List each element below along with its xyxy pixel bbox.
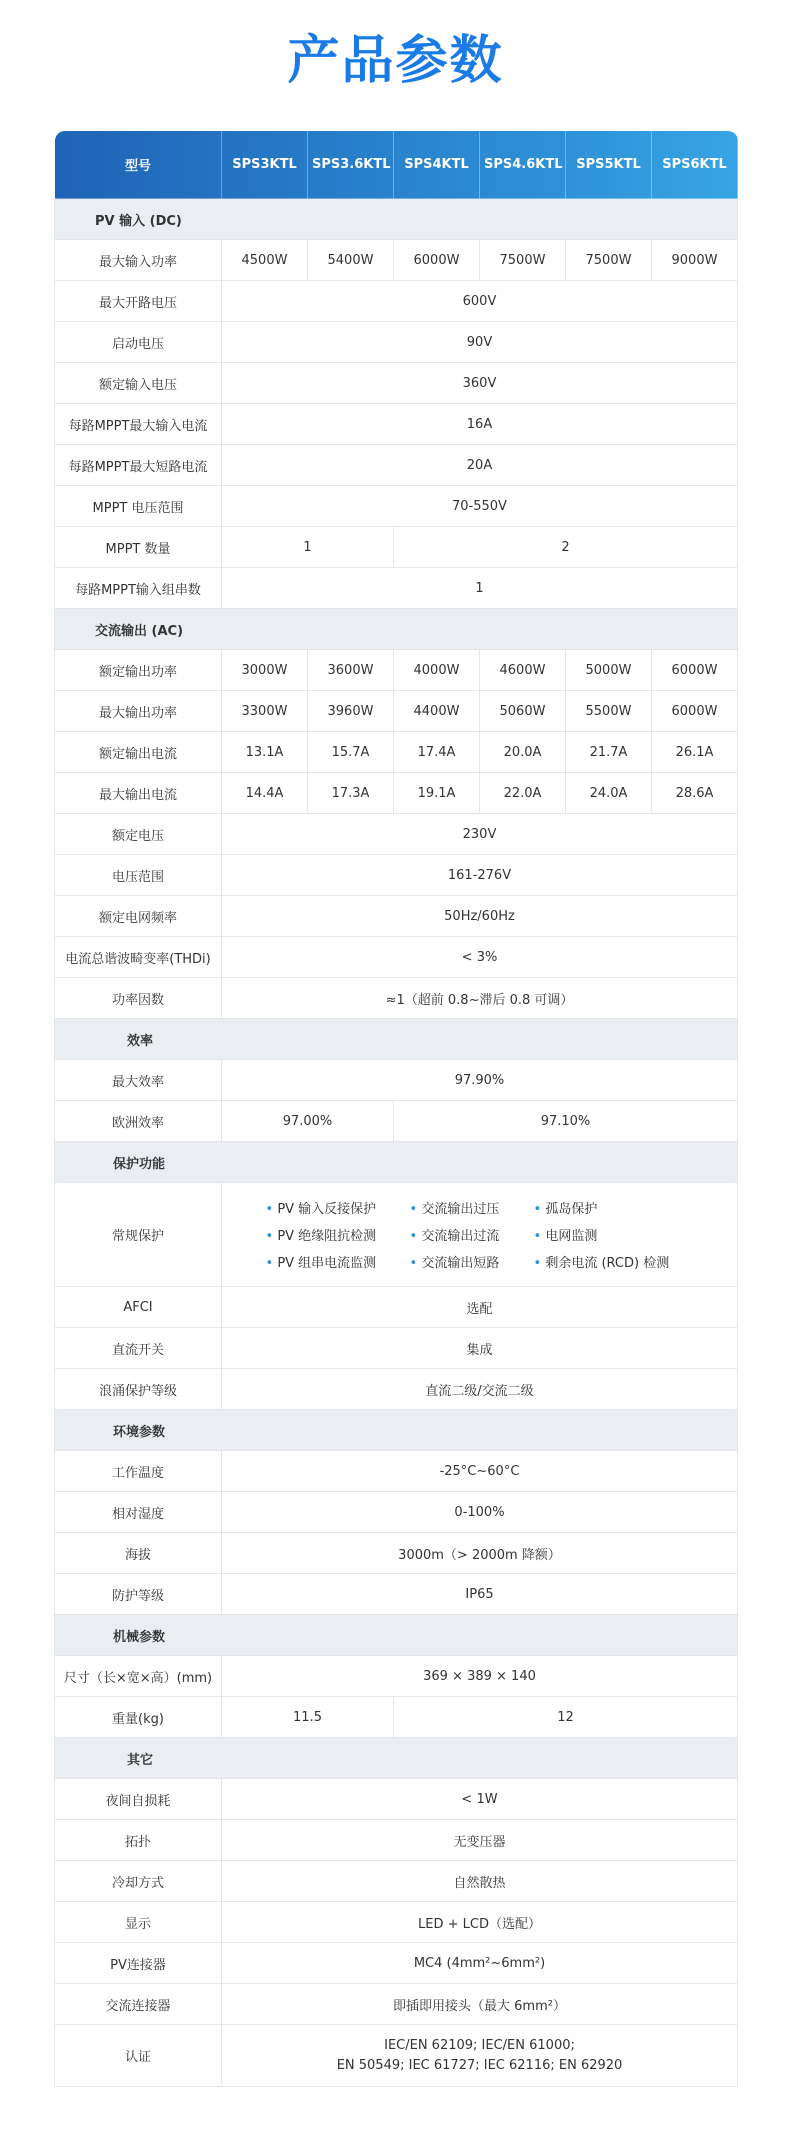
cell-value: 5000W (566, 650, 652, 691)
section-title: PV 输入 (DC) (55, 199, 738, 240)
table-row (55, 568, 738, 609)
cell-value: 19.1A (394, 773, 480, 814)
table-row (55, 1533, 738, 1574)
table-row (55, 1183, 738, 1287)
table-row (55, 1902, 738, 1943)
table-row (55, 281, 738, 322)
row-label: 每路MPPT输入组串数 (55, 568, 222, 609)
row-label: 每路MPPT最大短路电流 (55, 445, 222, 486)
cell-value: 直流二级/交流二级 (222, 1369, 738, 1410)
row-label: 额定输出电流 (55, 732, 222, 773)
section-row (55, 199, 738, 240)
header-model: SPS5KTL (566, 131, 652, 199)
table-row (55, 1287, 738, 1328)
row-label: 相对湿度 (55, 1492, 222, 1533)
table-row (55, 896, 738, 937)
row-label: MPPT 电压范围 (55, 486, 222, 527)
table-row (55, 1656, 738, 1697)
table-row (55, 650, 738, 691)
table-row (55, 773, 738, 814)
row-label: 防护等级 (55, 1574, 222, 1615)
cell-value: 230V (222, 814, 738, 855)
table-row (55, 1861, 738, 1902)
section-title: 效率 (55, 1019, 738, 1060)
cell-value: IP65 (222, 1574, 738, 1615)
row-label: 最大输入功率 (55, 240, 222, 281)
row-label: 常规保护 (55, 1183, 222, 1287)
cell-value: 4400W (394, 691, 480, 732)
cell-value: 13.1A (222, 732, 308, 773)
cell-value: 5060W (480, 691, 566, 732)
row-label: 交流连接器 (55, 1984, 222, 2025)
row-label: 欧洲效率 (55, 1101, 222, 1142)
cell-value: 无变压器 (222, 1820, 738, 1861)
cell-value: 17.4A (394, 732, 480, 773)
header-model: SPS3.6KTL (308, 131, 394, 199)
cell-value: 7500W (480, 240, 566, 281)
cell-value: 11.5 (222, 1697, 394, 1738)
table-row (55, 486, 738, 527)
cell-value: 6000W (394, 240, 480, 281)
table-row (55, 814, 738, 855)
cell-value: 24.0A (566, 773, 652, 814)
cell-value: 3300W (222, 691, 308, 732)
cell-value: 97.00% (222, 1101, 394, 1142)
row-label: 电压范围 (55, 855, 222, 896)
section-row (55, 609, 738, 650)
spec-table (54, 130, 738, 2087)
cell-value: 17.3A (308, 773, 394, 814)
cell-value: MC4 (4mm²~6mm²) (222, 1943, 738, 1984)
row-label: 夜间自损耗 (55, 1779, 222, 1820)
table-row (55, 732, 738, 773)
cell-value: 360V (222, 363, 738, 404)
header-model: SPS3KTL (222, 131, 308, 199)
cell-value: < 1W (222, 1779, 738, 1820)
table-row (55, 1574, 738, 1615)
cell-value: 9000W (652, 240, 738, 281)
row-label: 海拔 (55, 1533, 222, 1574)
section-row (55, 1410, 738, 1451)
protection-item: • 电网监测 (534, 1225, 694, 1244)
cell-value: 90V (222, 322, 738, 363)
protection-item: • 交流输出短路 (410, 1252, 534, 1271)
protection-item: • 交流输出过压 (410, 1198, 534, 1217)
section-row (55, 1019, 738, 1060)
table-row (55, 1451, 738, 1492)
table-row (55, 363, 738, 404)
row-label: PV连接器 (55, 1943, 222, 1984)
table-row (55, 1697, 738, 1738)
row-label: 拓扑 (55, 1820, 222, 1861)
row-label: AFCI (55, 1287, 222, 1328)
section-row (55, 1615, 738, 1656)
row-label: 重量(kg) (55, 1697, 222, 1738)
cell-value: 4600W (480, 650, 566, 691)
cell-value: 5400W (308, 240, 394, 281)
table-row (55, 2025, 738, 2087)
cell-value: 即插即用接头（最大 6mm²） (222, 1984, 738, 2025)
protection-list-cell (222, 1183, 738, 1287)
section-row (55, 1738, 738, 1779)
cell-value: 12 (394, 1697, 738, 1738)
cell-value: 1 (222, 527, 394, 568)
section-title: 其它 (55, 1738, 738, 1779)
cell-value: ≈1（超前 0.8~滞后 0.8 可调） (222, 978, 738, 1019)
cell-value: 70-550V (222, 486, 738, 527)
table-row (55, 240, 738, 281)
table-row (55, 445, 738, 486)
cell-value: LED + LCD（选配） (222, 1902, 738, 1943)
section-title: 机械参数 (55, 1615, 738, 1656)
cell-value: 1 (222, 568, 738, 609)
row-label: 电流总谐波畸变率(THDi) (55, 937, 222, 978)
cell-value: 26.1A (652, 732, 738, 773)
cell-value: 21.7A (566, 732, 652, 773)
table-row (55, 1820, 738, 1861)
cell-value: 161-276V (222, 855, 738, 896)
cell-value: 15.7A (308, 732, 394, 773)
cell-value: 3000W (222, 650, 308, 691)
protection-list (226, 1198, 733, 1271)
table-row (55, 937, 738, 978)
cell-value: 0-100% (222, 1492, 738, 1533)
table-row (55, 855, 738, 896)
table-header-row (55, 131, 738, 199)
cell-value: < 3% (222, 937, 738, 978)
table-row (55, 1779, 738, 1820)
row-label: 启动电压 (55, 322, 222, 363)
cell-value: 7500W (566, 240, 652, 281)
cert-cell (222, 2025, 738, 2087)
cell-value: 3960W (308, 691, 394, 732)
header-model: SPS6KTL (652, 131, 738, 199)
table-row (55, 1101, 738, 1142)
cert-line: EN 50549; IEC 61727; IEC 62116; EN 62920 (336, 2057, 623, 2073)
cell-value: 600V (222, 281, 738, 322)
table-row (55, 978, 738, 1019)
row-label: 最大效率 (55, 1060, 222, 1101)
cell-value: 97.10% (394, 1101, 738, 1142)
cell-value: 50Hz/60Hz (222, 896, 738, 937)
cell-value: -25°C~60°C (222, 1451, 738, 1492)
header-model: SPS4KTL (394, 131, 480, 199)
table-row (55, 1943, 738, 1984)
cell-value: 自然散热 (222, 1861, 738, 1902)
table-row (55, 1060, 738, 1101)
protection-item: • 交流输出过流 (410, 1225, 534, 1244)
table-row (55, 691, 738, 732)
row-label: 额定电压 (55, 814, 222, 855)
row-label: 额定输出功率 (55, 650, 222, 691)
cell-value: 2 (394, 527, 738, 568)
cell-value: 3000m（> 2000m 降额） (222, 1533, 738, 1574)
cell-value: 3600W (308, 650, 394, 691)
row-label: MPPT 数量 (55, 527, 222, 568)
cell-value: 4500W (222, 240, 308, 281)
table-row (55, 1369, 738, 1410)
header-model: SPS4.6KTL (480, 131, 566, 199)
section-title: 交流输出 (AC) (55, 609, 738, 650)
table-row (55, 527, 738, 568)
page-title: 产品参数 (287, 31, 504, 91)
cell-value: 6000W (652, 691, 738, 732)
header-model-label: 型号 (55, 131, 222, 199)
row-label: 最大输出电流 (55, 773, 222, 814)
row-label: 最大输出功率 (55, 691, 222, 732)
protection-item: • PV 组串电流监测 (266, 1252, 410, 1271)
cell-value: 集成 (222, 1328, 738, 1369)
table-row (55, 1328, 738, 1369)
row-label: 认证 (55, 2025, 222, 2087)
row-label: 额定电网频率 (55, 896, 222, 937)
cell-value: 369 × 389 × 140 (222, 1656, 738, 1697)
section-title: 保护功能 (55, 1142, 738, 1183)
row-label: 尺寸（长×宽×高）(mm) (55, 1656, 222, 1697)
table-row (55, 322, 738, 363)
cell-value: 选配 (222, 1287, 738, 1328)
cell-value: 20.0A (480, 732, 566, 773)
row-label: 每路MPPT最大输入电流 (55, 404, 222, 445)
cell-value: 6000W (652, 650, 738, 691)
cell-value: 16A (222, 404, 738, 445)
cell-value: 5500W (566, 691, 652, 732)
cell-value: 28.6A (652, 773, 738, 814)
cell-value: 22.0A (480, 773, 566, 814)
protection-item: • 剩余电流 (RCD) 检测 (534, 1252, 694, 1271)
cell-value: 4000W (394, 650, 480, 691)
table-row (55, 1492, 738, 1533)
protection-item: • PV 绝缘阻抗检测 (266, 1225, 410, 1244)
row-label: 浪涌保护等级 (55, 1369, 222, 1410)
cert-line: IEC/EN 62109; IEC/EN 61000; (384, 2037, 575, 2053)
cell-value: 20A (222, 445, 738, 486)
table-row (55, 1984, 738, 2025)
row-label: 功率因数 (55, 978, 222, 1019)
protection-item: • PV 输入反接保护 (266, 1198, 410, 1217)
row-label: 显示 (55, 1902, 222, 1943)
section-row (55, 1142, 738, 1183)
section-title: 环境参数 (55, 1410, 738, 1451)
cell-value: 97.90% (222, 1060, 738, 1101)
row-label: 冷却方式 (55, 1861, 222, 1902)
table-row (55, 404, 738, 445)
row-label: 直流开关 (55, 1328, 222, 1369)
row-label: 工作温度 (55, 1451, 222, 1492)
protection-item: • 孤岛保护 (534, 1198, 694, 1217)
cell-value: 14.4A (222, 773, 308, 814)
row-label: 最大开路电压 (55, 281, 222, 322)
row-label: 额定输入电压 (55, 363, 222, 404)
